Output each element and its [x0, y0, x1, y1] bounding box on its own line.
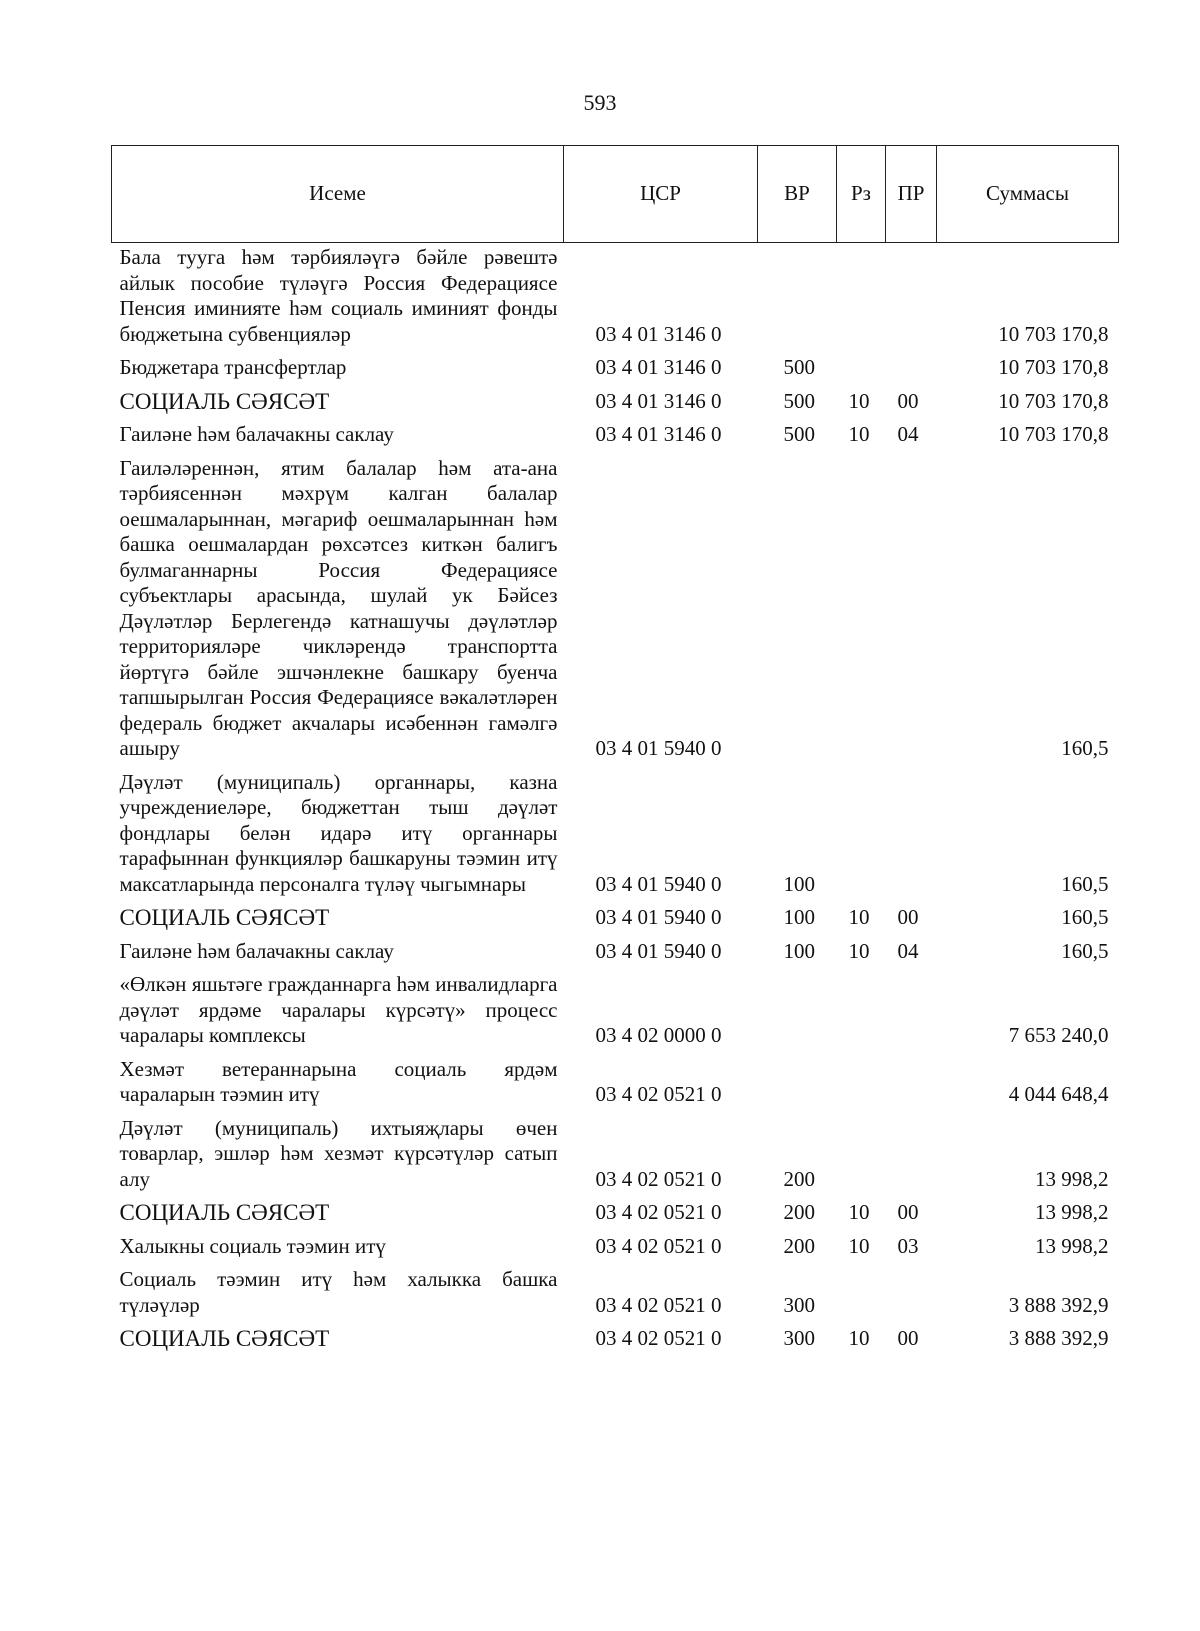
- row-name: Гаиләләреннән, ятим балалар һәм ата-ана тәрбиясеннән мәхрүм калган балалар оешмаларыннан, мәгариф оешмаларыннан һәм башка оешмалардан рөхсәтсез киткән балигъ булмаганнарны Россия Федерациясе субъектлары арасында, шулай ук Бәйсез Дәүләтләр Берлегендә катнашучы дәүләтләр территорияләре чикләрендә транспортта йөртүгә бәйле эшчәнлекне башкару буенча тапшырылган Россия Федерациясе вәкаләтләрен федераль бюджет акчалары исәбеннән гамәлгә ашыру: [119, 455, 558, 760]
- table-row: [112, 1322, 1119, 1356]
- row-rz: [837, 351, 886, 385]
- table-row: [112, 766, 1119, 902]
- row-sum: 10 703 170,8: [998, 422, 1109, 446]
- table-body: [112, 243, 1119, 1356]
- row-sum: 10 703 170,8: [998, 321, 1109, 346]
- row-pr: [886, 766, 937, 902]
- row-sum: 13 998,2: [1035, 1166, 1109, 1191]
- row-pr: 00: [897, 905, 919, 929]
- row-vr: [758, 243, 837, 352]
- row-vr: 100: [783, 905, 815, 929]
- row-sum: 10 703 170,8: [998, 388, 1109, 413]
- row-name: Гаиләне һәм балачакны саклау: [119, 938, 394, 963]
- row-rz: 10: [848, 1326, 870, 1350]
- row-pr: 03: [897, 1233, 919, 1258]
- header-sum: Суммасы: [937, 146, 1119, 243]
- table-row: [112, 1196, 1119, 1230]
- header-name: Исеме: [112, 146, 564, 243]
- table-row: [112, 418, 1119, 452]
- row-vr: [758, 1053, 837, 1112]
- row-csr: 03 4 02 0521 0: [595, 1082, 722, 1106]
- row-name: Бала тууга һәм тәрбияләүгә бәйле рәвештә айлык пособие түләүгә Россия Федерациясе Пенсия иминияте һәм социаль иминият фонды бюджетына субвенцияләр: [119, 245, 558, 346]
- row-name: Бюджетара трансфертлар: [119, 355, 347, 379]
- row-sum: 160,5: [1061, 938, 1109, 963]
- row-vr: 200: [783, 1200, 815, 1224]
- row-vr: 300: [783, 1326, 815, 1350]
- row-vr: 500: [783, 355, 815, 379]
- header-pr: ПР: [886, 146, 937, 243]
- row-pr: 00: [897, 1326, 919, 1350]
- row-sum: 7 653 240,0: [1008, 1023, 1109, 1047]
- row-sum: 160,5: [1061, 905, 1109, 929]
- row-csr: 03 4 02 0521 0: [595, 1233, 722, 1258]
- row-vr: 500: [783, 422, 815, 446]
- table-row: [112, 1112, 1119, 1197]
- row-name: Социаль тәэмин итү һәм халыкка башка түләүләр: [119, 1267, 558, 1317]
- row-vr: [758, 968, 837, 1053]
- row-vr: 500: [783, 388, 815, 413]
- table-row: [112, 935, 1119, 969]
- row-name: Дәүләт (муниципаль) ихтыяҗлары өчен товарлар, эшләр һәм хезмәт күрсәтүләр сатып алу: [119, 1115, 558, 1191]
- header-csr: ЦСР: [564, 146, 758, 243]
- row-name: Хезмәт ветераннарына социаль ярдәм чараларын тәэмин итү: [119, 1056, 558, 1106]
- row-pr: [886, 968, 937, 1053]
- row-csr: 03 4 02 0521 0: [595, 1292, 722, 1317]
- row-rz: 10: [848, 905, 870, 929]
- row-pr: 04: [897, 422, 919, 446]
- row-name: Гаиләне һәм балачакны саклау: [119, 422, 394, 446]
- row-rz: 10: [848, 938, 870, 963]
- header-vr: ВР: [758, 146, 837, 243]
- row-vr: 300: [783, 1292, 815, 1317]
- row-rz: [837, 1263, 886, 1322]
- table-row: [112, 385, 1119, 419]
- row-sum: 4 044 648,4: [1008, 1082, 1109, 1106]
- row-vr: 100: [783, 938, 815, 963]
- table-row: [112, 452, 1119, 766]
- row-csr: 03 4 01 5940 0: [595, 736, 722, 760]
- row-rz: [837, 766, 886, 902]
- row-sum: 10 703 170,8: [998, 355, 1109, 379]
- row-name: Дәүләт (муниципаль) органнары, казна учреждениеләре, бюджеттан тыш дәүләт фондлары белән идарә итү органнары тарафыннан функцияләр башкаруны тәэмин итү максатларында персоналга түләү чыгымнары: [119, 769, 558, 896]
- row-rz: 10: [848, 1233, 870, 1258]
- row-pr: [886, 243, 937, 352]
- row-pr: [886, 452, 937, 766]
- table-row: [112, 1263, 1119, 1322]
- row-rz: 10: [848, 1200, 870, 1224]
- row-rz: [837, 452, 886, 766]
- row-pr: 04: [897, 938, 919, 963]
- row-csr: 03 4 02 0000 0: [595, 1023, 722, 1047]
- row-pr: [886, 351, 937, 385]
- row-rz: [837, 243, 886, 352]
- row-csr: 03 4 01 3146 0: [595, 355, 722, 379]
- row-sum: 3 888 392,9: [1008, 1292, 1109, 1317]
- table-row: [112, 243, 1119, 352]
- page-number: 593: [583, 90, 617, 115]
- table-header: [112, 146, 1119, 243]
- row-csr: 03 4 02 0521 0: [595, 1200, 722, 1224]
- table-row: [112, 1053, 1119, 1112]
- row-csr: 03 4 01 3146 0: [595, 388, 722, 413]
- row-pr: 00: [897, 388, 919, 413]
- row-name: СОЦИАЛЬ СӘЯСӘТ: [119, 905, 330, 930]
- row-csr: 03 4 01 3146 0: [595, 422, 722, 446]
- row-sum: 13 998,2: [1035, 1200, 1109, 1224]
- row-rz: [837, 1053, 886, 1112]
- row-csr: 03 4 02 0521 0: [595, 1326, 722, 1350]
- row-pr: [886, 1263, 937, 1322]
- table-row: [112, 901, 1119, 935]
- row-rz: 10: [848, 422, 870, 446]
- row-vr: 200: [783, 1166, 815, 1191]
- row-csr: 03 4 01 5940 0: [595, 871, 722, 896]
- row-sum: 160,5: [1061, 736, 1109, 760]
- row-name: СОЦИАЛЬ СӘЯСӘТ: [119, 1200, 330, 1225]
- row-name: «Өлкән яшьтәге гражданнарга һәм инвалидларга дәүләт ярдәме чаралары күрсәтү» процесс чаралары комплексы: [119, 972, 558, 1047]
- table-row: [112, 1230, 1119, 1264]
- row-sum: 160,5: [1061, 871, 1109, 896]
- row-pr: 00: [897, 1200, 919, 1224]
- row-csr: 03 4 01 5940 0: [595, 938, 722, 963]
- row-vr: 200: [783, 1233, 815, 1258]
- row-rz: 10: [848, 388, 870, 413]
- row-name: СОЦИАЛЬ СӘЯСӘТ: [119, 1326, 330, 1351]
- header-rz: Рз: [837, 146, 886, 243]
- row-pr: [886, 1112, 937, 1197]
- row-pr: [886, 1053, 937, 1112]
- row-vr: [758, 452, 837, 766]
- row-name: СОЦИАЛЬ СӘЯСӘТ: [119, 388, 330, 414]
- table-row: [112, 351, 1119, 385]
- budget-table: [111, 145, 1119, 1356]
- row-name: Халыкны социаль тәэмин итү: [119, 1233, 386, 1258]
- row-rz: [837, 968, 886, 1053]
- row-sum: 3 888 392,9: [1008, 1326, 1109, 1350]
- row-csr: 03 4 01 5940 0: [595, 905, 722, 929]
- table-row: [112, 968, 1119, 1053]
- row-csr: 03 4 01 3146 0: [595, 321, 722, 346]
- row-vr: 100: [783, 871, 815, 896]
- row-rz: [837, 1112, 886, 1197]
- row-csr: 03 4 02 0521 0: [595, 1166, 722, 1191]
- row-sum: 13 998,2: [1035, 1233, 1109, 1258]
